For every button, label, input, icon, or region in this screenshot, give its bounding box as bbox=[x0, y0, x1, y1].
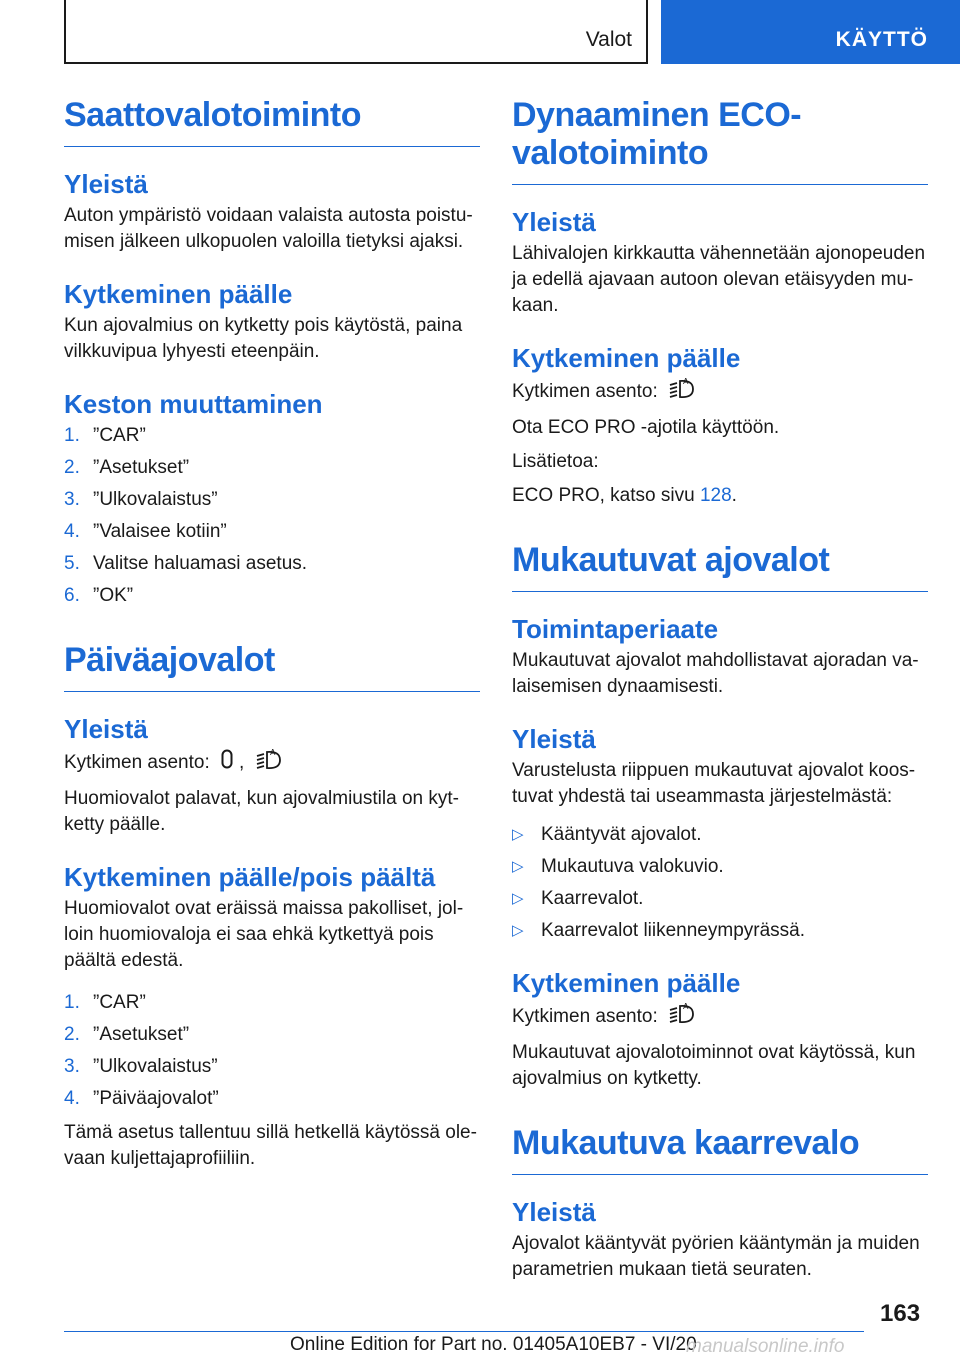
cross-reference bbox=[512, 483, 928, 509]
paragraph: Ajovalot kääntyvät pyörien kääntymän ja muiden parametrien mukaan tietä seuraten. bbox=[512, 1233, 920, 1280]
step-text: ”Valaisee kotiin” bbox=[93, 521, 227, 542]
list-item bbox=[512, 918, 928, 944]
page-link[interactable]: 128 bbox=[699, 485, 732, 506]
edition-text: Online Edition for Part no. 01405A10EB7 - VI/20 bbox=[290, 1334, 697, 1355]
step-number: 1. bbox=[64, 992, 80, 1013]
svg-text:A: A bbox=[269, 748, 276, 757]
paragraph: Varustelusta riippuen mukautuvat ajovalot koos-tuvat yhdestä tai useammasta järjestelmästä: bbox=[512, 760, 916, 807]
steps-list bbox=[64, 990, 480, 1112]
subheading-on-off: Kytkeminen päälle/pois päältä bbox=[64, 862, 436, 892]
step-number: 5. bbox=[64, 553, 80, 574]
list-item bbox=[64, 990, 480, 1016]
step-text: ”Ulkovalaistus” bbox=[93, 1056, 218, 1077]
item-text: Kaarrevalot. bbox=[541, 888, 644, 909]
list-item bbox=[64, 455, 480, 481]
auto-headlight-icon bbox=[669, 1002, 695, 1032]
page-number: 163 bbox=[880, 1300, 921, 1327]
item-text: Kääntyvät ajovalot. bbox=[541, 824, 702, 845]
header-frame bbox=[64, 0, 648, 64]
switch-position-zero-icon bbox=[221, 749, 233, 777]
switch-label: Kytkimen asento: bbox=[64, 752, 210, 774]
separator: , bbox=[239, 752, 245, 774]
paragraph: Auton ympäristö voidaan valaista autosta poistu-misen jälkeen ulkopuolen valoilla tietyksi ajaksi. bbox=[64, 205, 473, 252]
step-number: 2. bbox=[64, 457, 80, 478]
subheading-switch-on: Kytkeminen päälle bbox=[512, 343, 741, 373]
list-item bbox=[64, 487, 480, 513]
ref-text: ECO PRO, katso sivu bbox=[512, 485, 695, 506]
switch-position-line bbox=[512, 377, 928, 407]
item-text: Kaarrevalot liikenneympyrässä. bbox=[541, 920, 806, 941]
step-number: 4. bbox=[64, 1088, 80, 1109]
step-text: ”Asetukset” bbox=[93, 457, 190, 478]
subheading-principle: Toimintaperiaate bbox=[512, 614, 719, 644]
switch-position-line bbox=[512, 1002, 928, 1032]
list-item bbox=[64, 423, 480, 449]
heading-paivaajovalot: Päiväajovalot bbox=[64, 641, 480, 692]
paragraph: Ota ECO PRO -ajotila käyttöön. bbox=[512, 417, 780, 438]
step-text: Valitse haluamasi asetus. bbox=[93, 553, 308, 574]
step-number: 3. bbox=[64, 1056, 80, 1077]
subheading-duration: Keston muuttaminen bbox=[64, 389, 323, 419]
steps-list bbox=[64, 423, 480, 609]
svg-text:A: A bbox=[683, 1002, 689, 1011]
paragraph: Huomiovalot palavat, kun ajovalmiustila on kyt-ketty päälle. bbox=[64, 788, 459, 835]
item-text: Mukautuva valokuvio. bbox=[541, 856, 724, 877]
paragraph: Lähivalojen kirkkautta vähennetään ajonopeuden ja edellä ajavaan autoon olevan etäisyyden mu-kaan. bbox=[512, 243, 926, 316]
list-item bbox=[64, 1022, 480, 1048]
heading-mukautuvat-ajovalot: Mukautuvat ajovalot bbox=[512, 541, 928, 592]
paragraph: Mukautuvat ajovalot mahdollistavat ajoradan va-laisemisen dynaamisesti. bbox=[512, 650, 919, 697]
step-text: ”Asetukset” bbox=[93, 1024, 190, 1045]
list-item bbox=[64, 1054, 480, 1080]
heading-dynaaminen-eco bbox=[512, 96, 928, 185]
paragraph: Huomiovalot ovat eräissä maissa pakolliset, jol-loin huomiovaloja ei saa ehkä kytkettyä pois päältä edestä. bbox=[64, 898, 464, 971]
feature-list bbox=[512, 822, 928, 944]
ref-end: . bbox=[731, 485, 737, 506]
svg-text:A: A bbox=[683, 377, 689, 386]
switch-position-line bbox=[64, 748, 480, 778]
step-number: 3. bbox=[64, 489, 80, 510]
step-text: ”Päiväajovalot” bbox=[93, 1088, 219, 1109]
subheading-general: Yleistä bbox=[64, 169, 148, 199]
subheading-general: Yleistä bbox=[512, 1197, 596, 1227]
list-item bbox=[512, 822, 928, 848]
step-text: ”OK” bbox=[93, 585, 134, 606]
subheading-general: Yleistä bbox=[512, 207, 596, 237]
switch-label: Kytkimen asento: bbox=[512, 381, 658, 403]
bullet-triangle-icon: ▷ bbox=[512, 826, 524, 843]
paragraph: Tämä asetus tallentuu sillä hetkellä käytössä ole-vaan kuljettajaprofiiliin. bbox=[64, 1122, 477, 1169]
bullet-triangle-icon: ▷ bbox=[512, 922, 524, 939]
bullet-triangle-icon: ▷ bbox=[512, 858, 524, 875]
subheading-general: Yleistä bbox=[64, 714, 148, 744]
list-item bbox=[64, 551, 480, 577]
heading-mukautuva-kaarrevalo: Mukautuva kaarrevalo bbox=[512, 1124, 928, 1175]
subheading-switch-on: Kytkeminen päälle bbox=[64, 279, 293, 309]
bullet-triangle-icon: ▷ bbox=[512, 890, 524, 907]
subheading-general: Yleistä bbox=[512, 724, 596, 754]
step-text: ”CAR” bbox=[93, 992, 146, 1013]
step-number: 2. bbox=[64, 1024, 80, 1045]
auto-headlight-icon bbox=[669, 377, 695, 407]
subheading-switch-on: Kytkeminen päälle bbox=[512, 968, 741, 998]
list-item bbox=[512, 854, 928, 880]
step-text: ”CAR” bbox=[93, 425, 146, 446]
heading-line: Dynaaminen ECO- bbox=[512, 96, 802, 134]
paragraph: Lisätietoa: bbox=[512, 451, 599, 472]
step-text: ”Ulkovalaistus” bbox=[93, 489, 218, 510]
list-item bbox=[512, 886, 928, 912]
step-number: 1. bbox=[64, 425, 80, 446]
list-item bbox=[64, 583, 480, 609]
section-title: Valot bbox=[585, 28, 632, 51]
chapter-tab: KÄYTTÖ bbox=[661, 0, 960, 64]
list-item bbox=[64, 519, 480, 545]
left-column bbox=[64, 96, 480, 1180]
step-number: 4. bbox=[64, 521, 80, 542]
heading-saattovalotoiminto: Saattovalotoiminto bbox=[64, 96, 480, 147]
watermark: manualsonline.info bbox=[686, 1336, 845, 1357]
heading-line: valotoiminto bbox=[512, 134, 709, 172]
list-item bbox=[64, 1086, 480, 1112]
footer-divider bbox=[64, 1331, 864, 1332]
paragraph: Mukautuvat ajovalotoiminnot ovat käytössä, kun ajovalmius on kytketty. bbox=[512, 1042, 916, 1089]
auto-headlight-icon bbox=[256, 748, 282, 778]
paragraph: Kun ajovalmius on kytketty pois käytöstä, paina vilkkuvipua lyhyesti eteenpäin. bbox=[64, 315, 463, 362]
right-column bbox=[512, 96, 928, 1291]
step-number: 6. bbox=[64, 585, 80, 606]
switch-label: Kytkimen asento: bbox=[512, 1006, 658, 1028]
